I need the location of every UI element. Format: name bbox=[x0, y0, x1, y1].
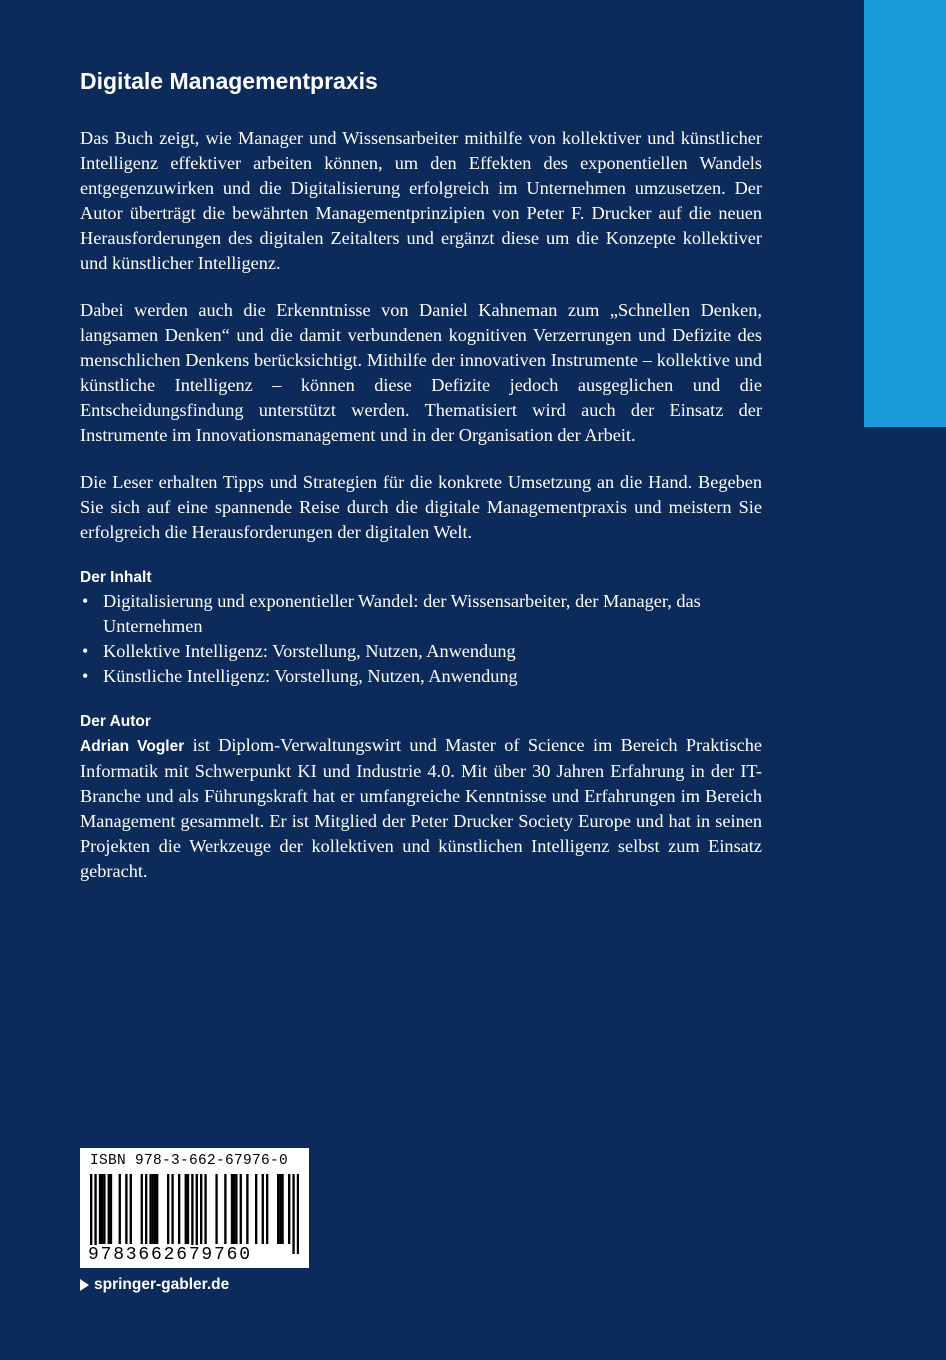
barcode-bar bbox=[231, 1174, 233, 1244]
barcode-bar bbox=[281, 1174, 283, 1244]
barcode-bar bbox=[103, 1174, 105, 1244]
barcode-bar bbox=[167, 1174, 169, 1244]
author-heading: Der Autor bbox=[80, 713, 151, 730]
barcode-bar bbox=[277, 1174, 279, 1244]
barcode-bar bbox=[279, 1174, 281, 1244]
barcode-bar bbox=[196, 1174, 198, 1254]
barcode-bar bbox=[119, 1174, 121, 1244]
contents-heading: Der Inhalt bbox=[80, 569, 152, 586]
bullet-icon: • bbox=[82, 666, 89, 686]
barcode-bar bbox=[152, 1174, 154, 1244]
barcode-bar bbox=[266, 1174, 268, 1244]
contents-item bbox=[80, 664, 762, 689]
publisher-link-text: springer-gabler.de bbox=[94, 1276, 230, 1293]
barcode-bar bbox=[171, 1174, 173, 1244]
contents-item bbox=[80, 589, 762, 639]
barcode-bar bbox=[185, 1174, 187, 1244]
barcode-bar bbox=[149, 1174, 151, 1244]
barcode-bar bbox=[90, 1174, 92, 1254]
barcode-bar bbox=[130, 1174, 132, 1244]
barcode-bar bbox=[110, 1174, 112, 1244]
barcode-bar bbox=[240, 1174, 242, 1244]
barcode-bar bbox=[297, 1174, 299, 1254]
contents-list bbox=[80, 589, 762, 689]
contents-item-text: Künstliche Intelligenz: Vorstellung, Nutzen, Anwendung bbox=[103, 666, 518, 686]
author-name: Adrian Vogler bbox=[80, 738, 185, 755]
bullet-icon: • bbox=[82, 591, 89, 611]
barcode-bar bbox=[178, 1174, 180, 1244]
barcode-digits: 9783662679760 bbox=[88, 1245, 252, 1265]
author-bio-text: ist Diplom-Verwaltungswirt und Master of Science im Bereich Praktische Informatik mit Schwerpunkt KI und Industrie 4.0. Mit über 30 Jahren Erfahrung in der IT-Branche und als Führungskraft hat er umfangreiche Kenntnisse und Erfahrungen im Bereich Management gesammelt. Er ist Mitglied der Peter Drucker Society Europe und hat in seinen Projekten die Werkzeuge der kollektiven und künstlichen Intelligenz selbst zum Einsatz gebracht. bbox=[80, 735, 762, 881]
barcode-bar bbox=[108, 1174, 110, 1244]
barcode-bar bbox=[141, 1174, 143, 1244]
barcode-bar bbox=[154, 1174, 156, 1244]
barcode-bar bbox=[145, 1174, 147, 1244]
isbn-label: ISBN 978-3-662-67976-0 bbox=[90, 1153, 289, 1169]
barcode-bars bbox=[90, 1174, 299, 1254]
barcode-bar bbox=[200, 1174, 202, 1244]
barcode-bar bbox=[94, 1174, 96, 1254]
back-cover-content bbox=[80, 64, 762, 884]
barcode-bar bbox=[235, 1174, 237, 1244]
author-bio bbox=[80, 733, 762, 884]
accent-strip bbox=[864, 0, 946, 427]
contents-item-text: Digitalisierung und exponentieller Wandel: der Wissensarbeiter, der Manager, das Unternehmen bbox=[103, 591, 701, 636]
description-paragraph-2: Dabei werden auch die Erkenntnisse von Daniel Kahneman zum „Schnellen Denken, langsamen Denken“ und die damit verbundenen kognitiven Verzerrungen und Defizite des menschlichen Denkens berücksichtigt. Mithilfe der innovativen Instrumente – kollektive und künstliche Intelligenz – können diese Defizite jedoch ausgeglichen und die Entscheidungsfindung unterstützt werden. Thematisiert wird auch der Einsatz der Instrumente im Innovationsmanagement und in der Organisation der Arbeit. bbox=[80, 300, 762, 445]
bullet-icon: • bbox=[82, 641, 89, 661]
barcode-bar bbox=[156, 1174, 158, 1244]
book-title: Digitale Managementpraxis bbox=[80, 68, 378, 94]
arrow-right-icon bbox=[80, 1279, 89, 1291]
contents-item bbox=[80, 639, 762, 664]
barcode-bar bbox=[233, 1174, 235, 1244]
isbn-barcode bbox=[80, 1148, 309, 1268]
contents-item-text: Kollektive Intelligenz: Vorstellung, Nutzen, Anwendung bbox=[103, 641, 516, 661]
barcode-bar bbox=[288, 1174, 290, 1244]
barcode-bar bbox=[101, 1174, 103, 1244]
barcode-bar bbox=[125, 1174, 127, 1244]
barcode-bar bbox=[224, 1174, 226, 1244]
description-paragraph-3: Die Leser erhalten Tipps und Strategien für die konkrete Umsetzung an die Hand. Begeben Sie sich auf eine spannende Reise durch die digitale Managementpraxis und meistern Sie erfolgreich die Herausforderungen der digitalen Welt. bbox=[80, 472, 762, 542]
barcode-bar bbox=[99, 1174, 101, 1244]
barcode-bar bbox=[292, 1174, 294, 1254]
barcode-bar bbox=[215, 1174, 217, 1244]
barcode-bar bbox=[246, 1174, 248, 1244]
barcode-bar bbox=[191, 1174, 193, 1254]
barcode-bar bbox=[204, 1174, 206, 1244]
barcode-bar bbox=[187, 1174, 189, 1244]
description-paragraph-1: Das Buch zeigt, wie Manager und Wissensarbeiter mithilfe von kollektiver und künstlicher Intelligenz effektiver arbeiten können, um den Effekten des exponentiellen Wandels entgegenzuwirken und die Digitalisierung erfolgreich im Unternehmen umzusetzen. Der Autor überträgt die bewährten Managementprinzipien von Peter F. Drucker auf die neuen Herausforderungen des digitalen Zeitalters und ergänzt diese um die Konzepte kollektiver und künstlicher Intelligenz. bbox=[80, 128, 762, 273]
barcode-bar bbox=[262, 1174, 264, 1244]
publisher-link[interactable] bbox=[80, 1276, 229, 1294]
barcode-bar bbox=[255, 1174, 257, 1244]
